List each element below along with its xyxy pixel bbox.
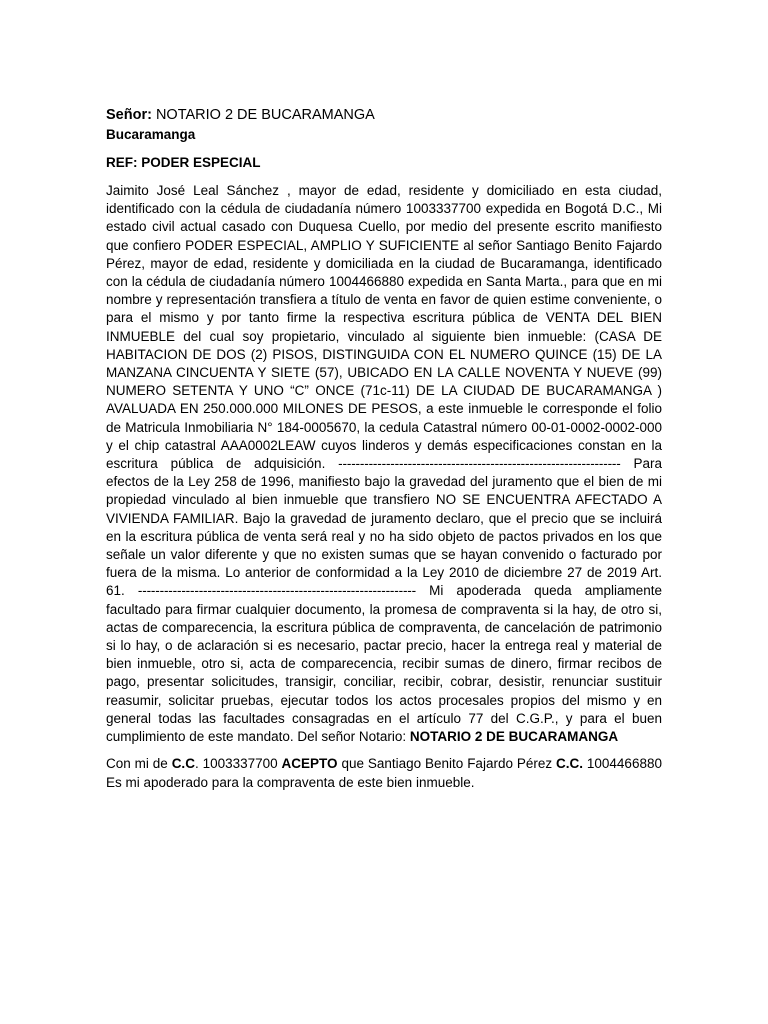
separator-dashes-1: ----------------------------------------------------------------- <box>338 456 621 472</box>
notary-name: NOTARIO 2 DE BUCARAMANGA <box>155 107 375 123</box>
salutation <box>106 104 662 126</box>
acepto-word: ACEPTO <box>281 756 338 772</box>
body-paragraph <box>106 182 662 746</box>
closing-part-1: Con mi de <box>106 756 168 772</box>
closing-part-3: que Santiago Benito Fajardo Pérez <box>341 756 553 772</box>
reference-line: REF: PODER ESPECIAL <box>106 155 261 170</box>
city-line: Bucaramanga <box>106 127 196 142</box>
salutation-prefix: Señor: <box>106 107 152 123</box>
cc-label-2: C.C. <box>556 756 583 772</box>
closing-paragraph <box>106 755 662 791</box>
separator-dashes-2: ---------------------------------------------------------------- <box>137 583 416 599</box>
ley-text: Para efectos de la Ley 258 de 1996, manifiesto bajo la gravedad del juramento que el bien de mi propiedad vinculado al bien inmueble que transfiero NO SE ENCUENTRA AFECTADO A VIVIENDA FAMILIAR. Bajo la gravedad de juramento declaro, que el precio que se incluirá en la escritura pública de venta será real y no ha sido objeto de pactos privados en los que señale un valor diferente y que no existen sumas que se hayan convenido o facturado por fuera de la misma. Lo anterior de conformidad a la Ley 2010 de diciembre 27 de 2019 Art. 61. <box>106 456 662 599</box>
document-page <box>106 104 662 792</box>
cc-label-1: C.C <box>171 756 195 772</box>
closing-part-4: 1004466880 Es mi apoderado para la compraventa de este bien inmueble. <box>106 756 662 790</box>
facultades-text: Mi apoderada queda ampliamente facultado para firmar cualquier documento, la promesa de compraventa si la hay, de otro si, actas de comparecencia, la escritura pública de compraventa, de cancelación de patrimonio si lo hay, o de aclaración si es necesario, pactar precio, hacer la entrega real y material de bien inmueble, otro si, acta de comparecencia, recibir sumas de dinero, firmar recibos de pago, presentar solicitudes, transigir, conciliar, recibir, cobrar, desistir, renunciar sustituir reasumir, solicitar pruebas, ejecutar todos los actos procesales propios del mismo y en general todas las facultades consagradas en el artículo 77 del C.G.P., y para el buen cumplimiento de este mandato. Del señor Notario: <box>106 583 662 745</box>
notary-name-bold: NOTARIO 2 DE BUCARAMANGA <box>409 729 619 745</box>
closing-part-2: . 1003337700 <box>194 756 278 772</box>
main-text: Jaimito José Leal Sánchez , mayor de edad, residente y domiciliado en esta ciudad, identificado con la cédula de ciudadanía número 1003337700 expedida en Bogotá D.C., Mi estado civil actual casado con Duquesa Cuello, por medio del presente escrito manifiesto que confiero PODER ESPECIAL, AMPLIO Y SUFICIENTE al señor Santiago Benito Fajardo Pérez, mayor de edad, residente y domiciliada en la ciudad de Bucaramanga, identificado con la cédula de ciudadanía número 1004466880 expedida en Santa Marta., para que en mi nombre y representación transfiera a título de venta en favor de quien estime conveniente, o para el mismo y por tanto firme la respectiva escritura pública de VENTA DEL BIEN INMUEBLE del cual soy propietario, vinculado al siguiente bien inmueble: (CASA DE HABITACION DE DOS (2) PISOS, DISTINGUIDA CON EL NUMERO QUINCE (15) DE LA MANZANA CINCUENTA Y SIETE (57), UBICADO EN LA CALLE NOVENTA Y NUEVE (99) NUMERO SETENTA Y UNO “C” ONCE (71c-11) DE LA CIUDAD DE BUCARAMANGA ) AVALUADA EN 250.000.000 MILONES DE PESOS, a este inmueble le corresponde el folio de Matricula Inmobiliaria N° 184-0005670, la cedula Catastral número 00-01-0002-0002-000 y el chip catastral AAA0002LEAW cuyos linderos y demás especificaciones constan en la escritura pública de adquisición. <box>106 183 662 472</box>
